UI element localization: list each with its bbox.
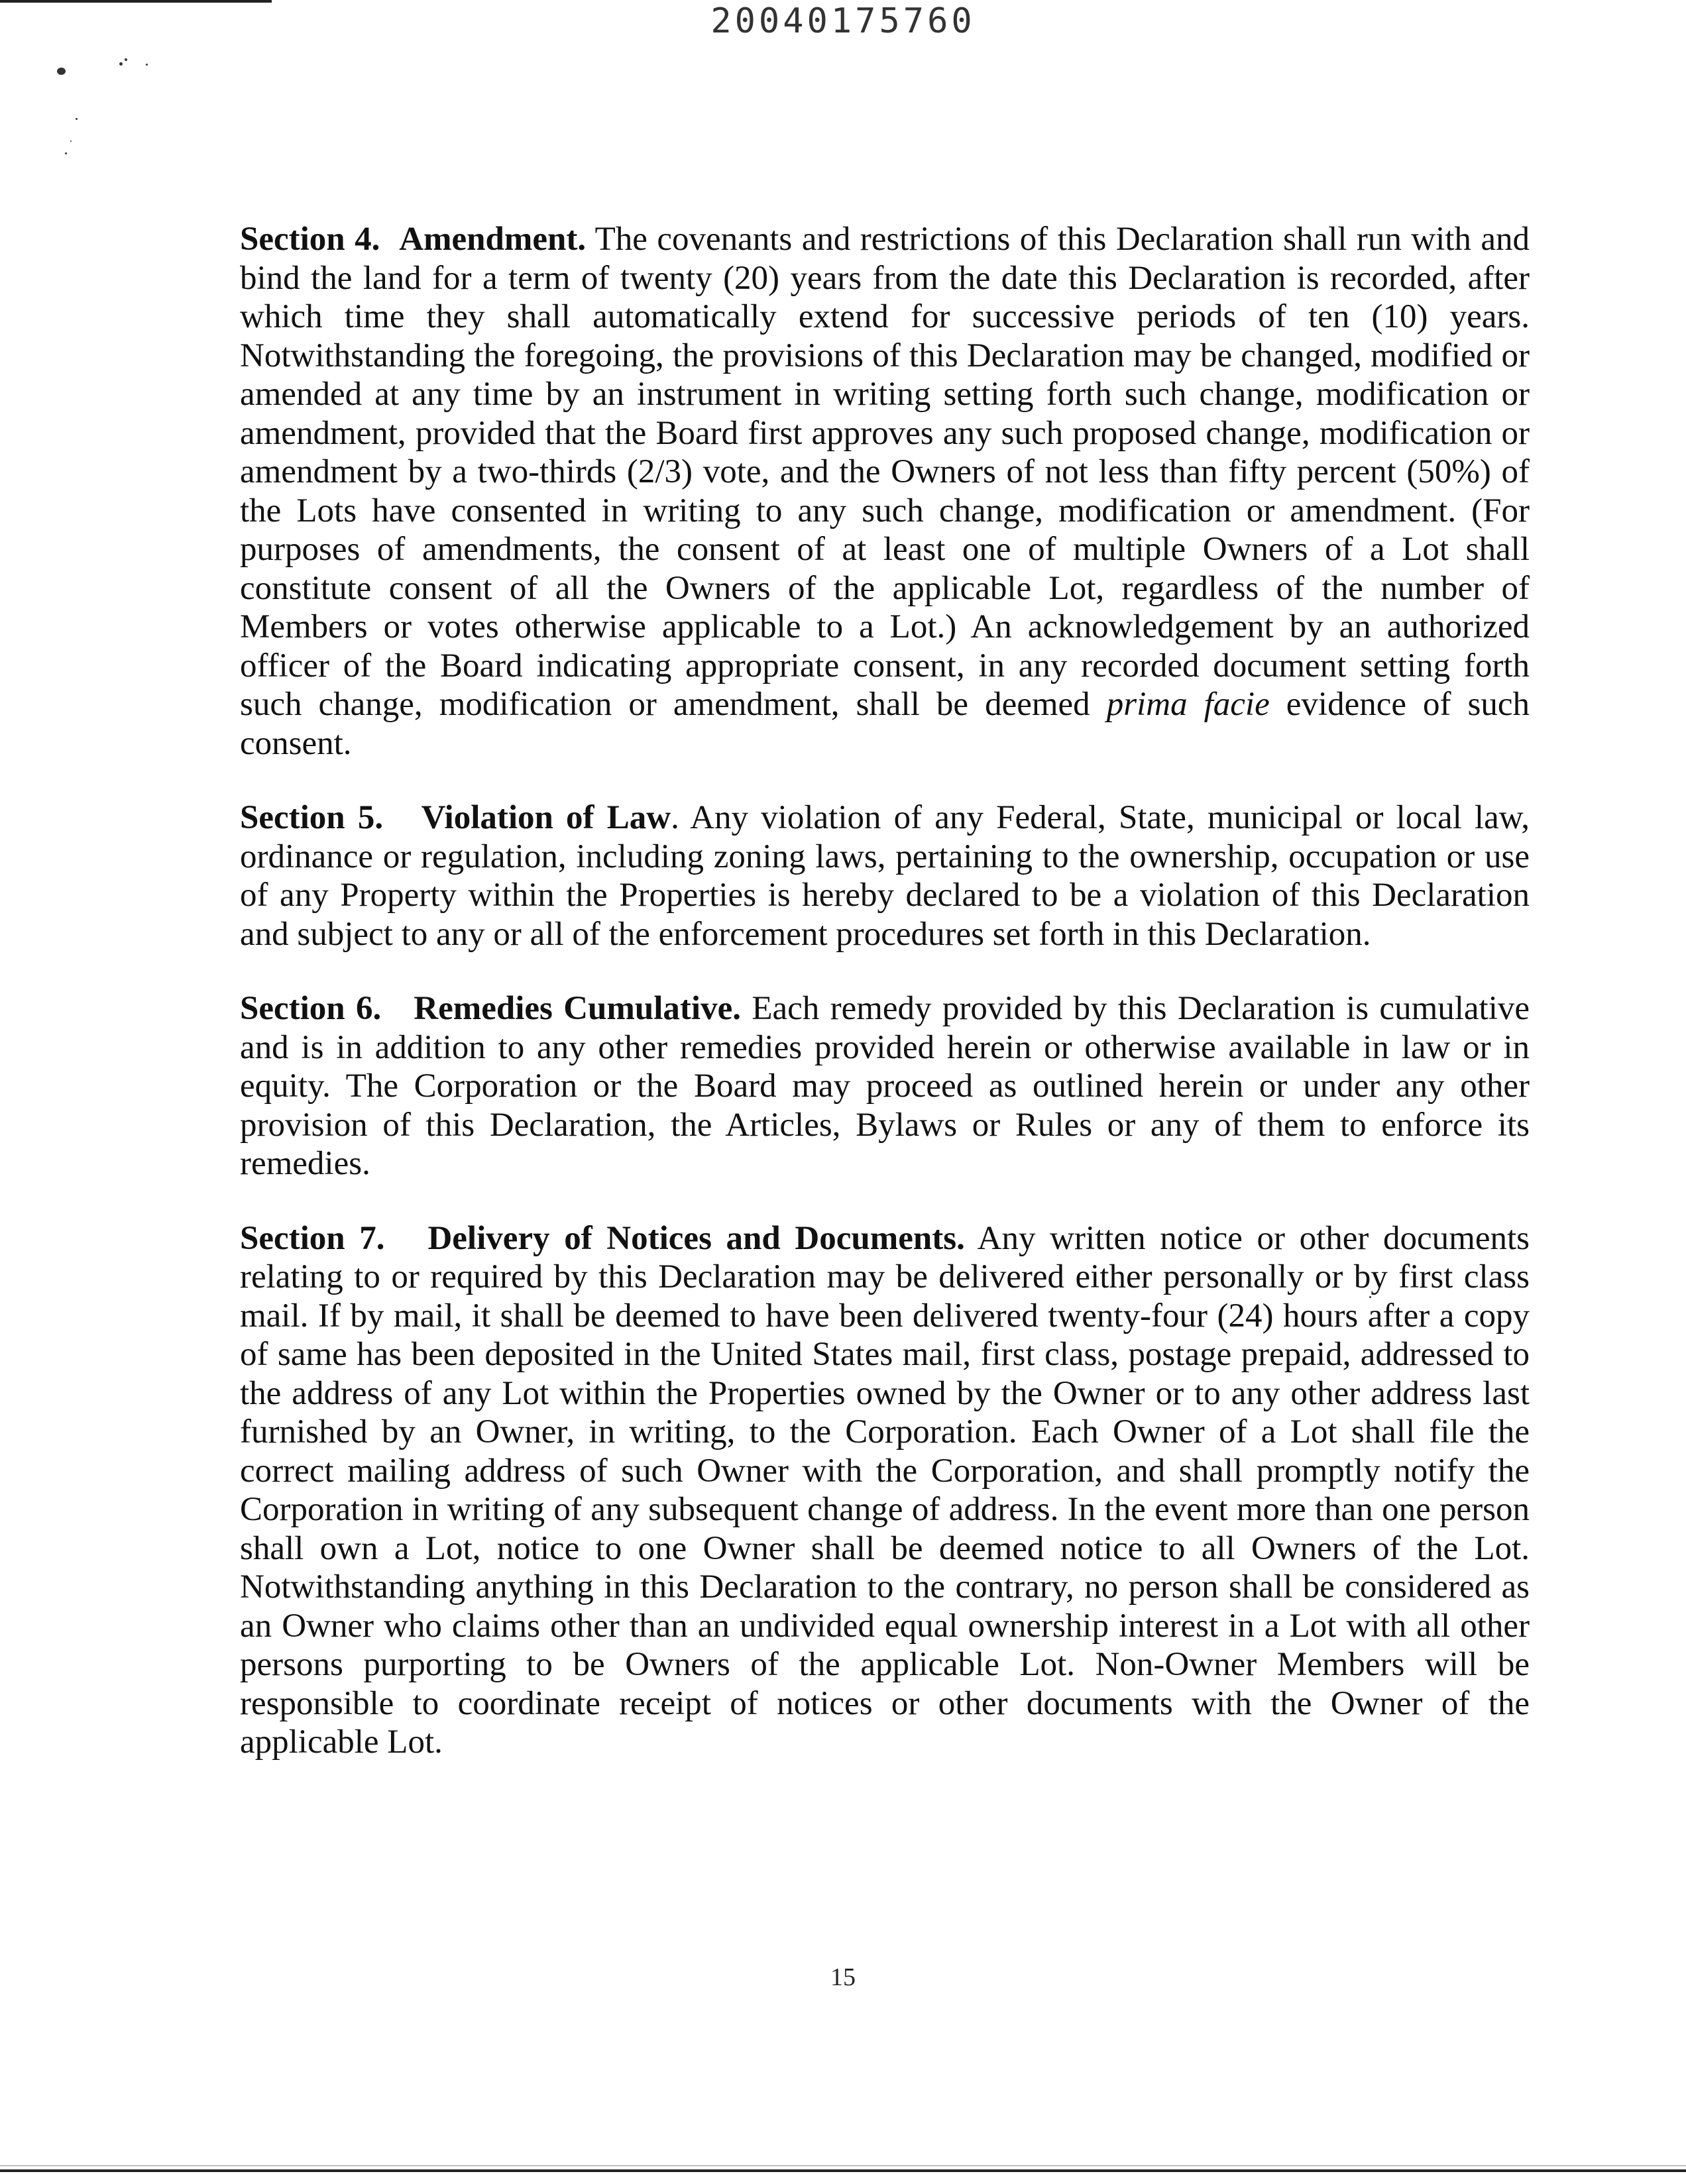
scan-speck (125, 58, 127, 61)
bottom-scan-rule (0, 2169, 1686, 2172)
page-number: 15 (830, 1963, 856, 1991)
document-body (240, 220, 1530, 1798)
scan-speck (146, 64, 148, 66)
section-title: Violation of Law (421, 799, 671, 836)
section-text-continued: evidence of such consent. (240, 686, 1530, 762)
section-italic-phrase: prima facie (1106, 686, 1270, 723)
section-text: Any written notice or other documents relating to or required by this Declaration may be delivered either personally or by first class mail. If by mail, it shall be deemed to have been delivered twenty-four (24) hours after a copy of same has been deposited in the United States mail, first class, postage prepaid, addressed to the address of any Lot within the Properties owned by the Owner or to any other address last furnished by an Owner, in writing, to the Corporation. Each Owner of a Lot shall file the correct mailing address of such Owner with the Corporation, and shall promptly notify the Corporation in writing of any subsequent change of address. In the event more than one person shall own a Lot, notice to one Owner shall be deemed notice to all Owners of the Lot. Notwithstanding anything in this Declaration to the contrary, no person shall be considered as an Owner who claims other than an undivided equal ownership interest in a Lot with all other persons purporting to be Owners of the applicable Lot. Non-Owner Members will be responsible to coordinate receipt of notices or other documents with the Owner of the applicable Lot. (240, 1219, 1530, 1761)
section-7-delivery-of-notices (240, 1219, 1530, 1762)
section-text: . Any violation of any Federal, State, municipal or local law, ordinance or regulation, including zoning laws, pertaining to the ownership, occupation or use of any Property within the Properties is hereby declared to be a violation of this Declaration and subject to any or all of the enforcement procedures set forth in this Declaration. (240, 799, 1530, 953)
document-number: 20040175760 (710, 1, 976, 41)
section-number: Section 7. (240, 1219, 385, 1257)
section-title: Remedies Cumulative. (414, 990, 741, 1027)
section-text: The covenants and restrictions of this Declaration shall run with and bind the land for a term of twenty (20) years from the date this Declaration is recorded, after which time they shall automatically extend for successive periods of ten (10) years. Notwithstanding the foregoing, the provisions of this Declaration may be changed, modified or amended at any time by an instrument in writing setting forth such change, modification or amendment, provided that the Board first approves any such proposed change, modification or amendment by a two-thirds (2/3) vote, and the Owners of not less than fifty percent (50%) of the Lots have consented in writing to any such change, modification or amendment. (For purposes of amendments, the consent of at least one of multiple Owners of a Lot shall constitute consent of all the Owners of the applicable Lot, regardless of the number of Members or votes otherwise applicable to a Lot.) An acknowledgement by an authorized officer of the Board indicating appropriate consent, in any recorded document setting forth such change, modification or amendment, shall be deemed (240, 221, 1530, 723)
scan-speck (70, 140, 72, 142)
section-title: Amendment. (399, 221, 587, 258)
section-6-remedies-cumulative (240, 989, 1530, 1183)
scan-speck (57, 68, 66, 75)
section-text: Each remedy provided by this Declaration is cumulative and is in addition to any other remedies provided herein or otherwise available in law or in equity. The Corporation or the Board may proceed as outlined herein or under any other provision of this Declaration, the Articles, Bylaws or Rules or any of them to enforce its remedies. (240, 990, 1530, 1182)
section-5-violation-of-law (240, 798, 1530, 954)
section-number: Section 5. (240, 799, 384, 836)
scan-speck (76, 118, 78, 120)
section-number: Section 4. (240, 221, 380, 258)
section-4-amendment (240, 220, 1530, 763)
section-number: Section 6. (240, 990, 382, 1027)
scan-speck (65, 152, 67, 154)
scan-speck (119, 62, 123, 66)
section-title: Delivery of Notices and Documents. (427, 1219, 965, 1257)
bottom-scan-rule-faint (0, 2165, 1686, 2166)
